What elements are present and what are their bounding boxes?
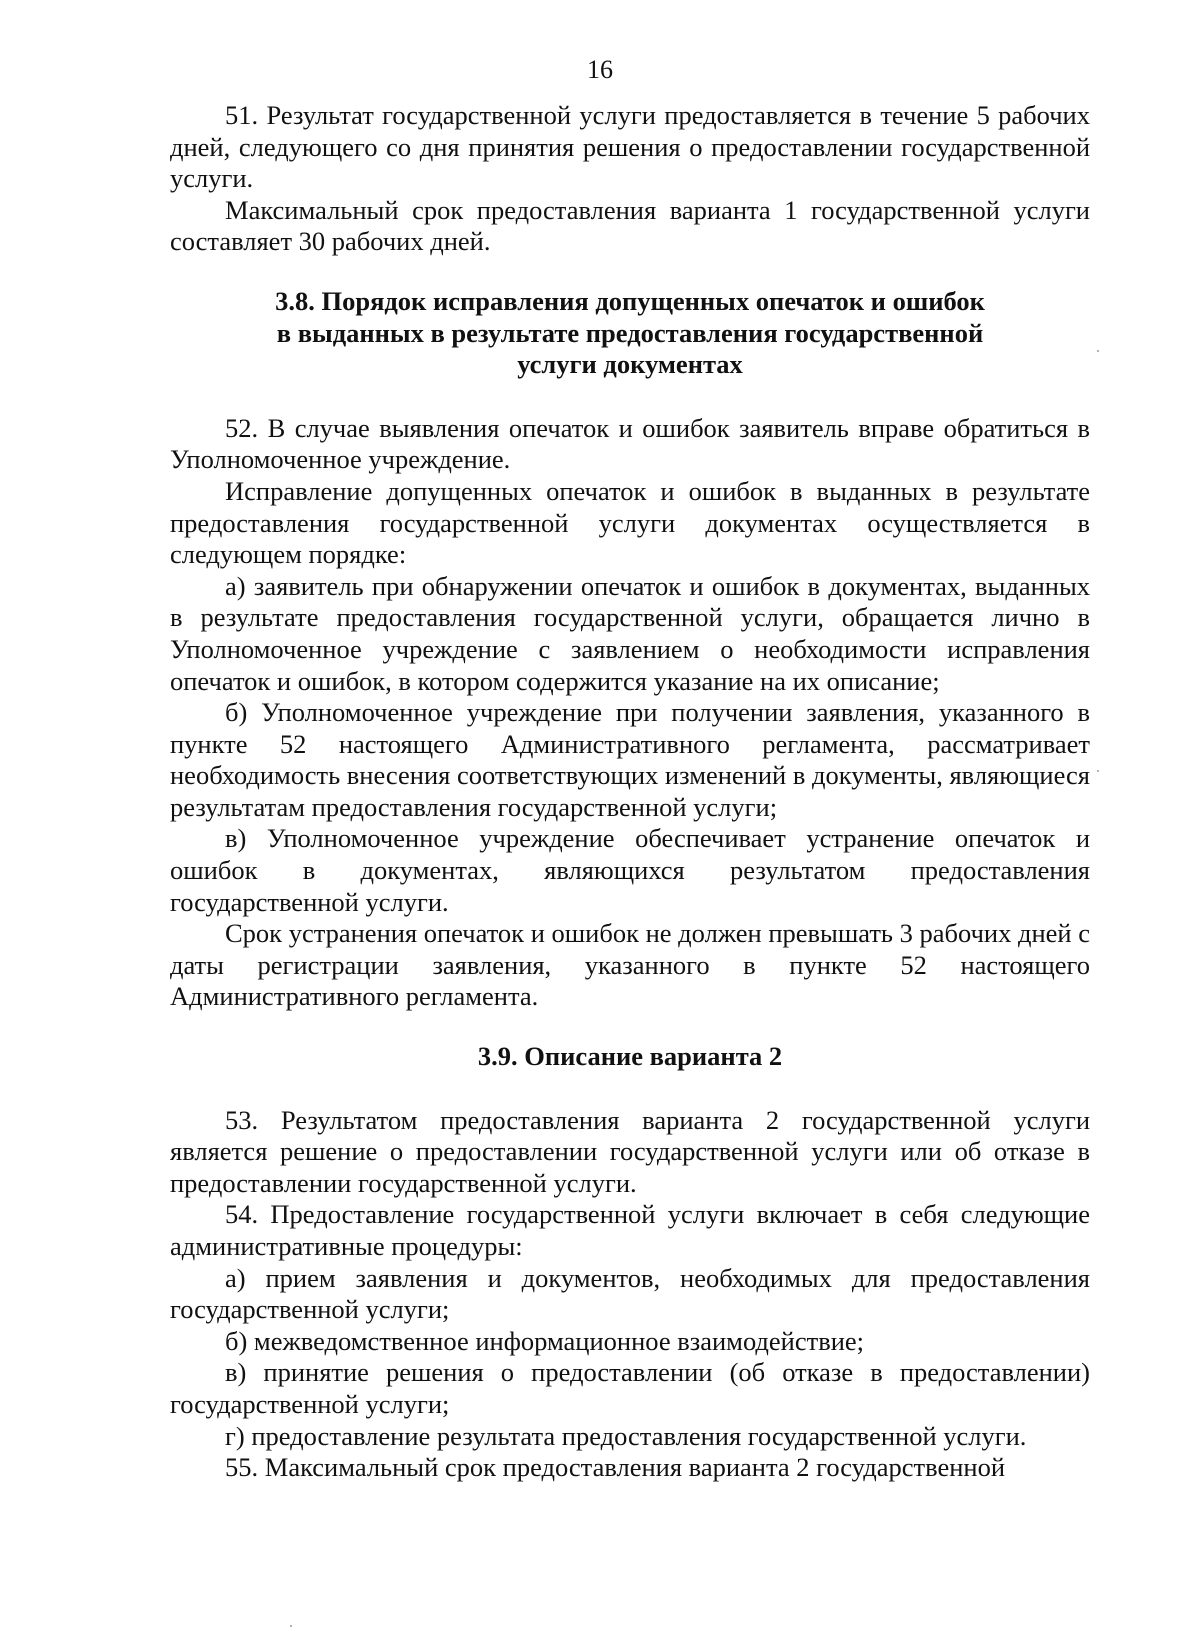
paragraph-54: 54. Предоставление государственной услуги включает в себя следующие административные процедуры: (170, 1199, 1090, 1261)
paragraph-max-term-variant-1: Максимальный срок предоставления варианта 1 государственной услуги составляет 30 рабочих дней. (170, 194, 1090, 257)
document-body (170, 100, 1090, 1484)
paragraph-51: 51. Результат государственной услуги предоставляется в течение 5 рабочих дней, следующего со дня принятия решения о предоставлении государственной услуги. (170, 100, 1090, 194)
section-heading-3-8-line-2: в выданных в результате предоставления государственной (276, 317, 984, 348)
section-heading-3-9 (170, 1041, 1090, 1073)
scan-speck (290, 1625, 292, 1627)
paragraph-55: 55. Максимальный срок предоставления варианта 2 государственной (225, 1452, 1006, 1483)
list-item-a: а) заявитель при обнаружении опечаток и ошибок в документах, выданных в результате предоставления государственной услуги, обращается лично в Уполномоченное учреждение с заявлением о необходимости исправления опечаток и ошибок, в котором содержится указание на их описание; (170, 570, 1090, 696)
procedure-item-a: а) прием заявления и документов, необходимых для предоставления государственной услуги; (170, 1262, 1090, 1325)
paragraph-52: 52. В случае выявления опечаток и ошибок заявитель вправе обратиться в Уполномоченное учреждение. (170, 412, 1090, 475)
scan-speck (1097, 350, 1099, 352)
scan-speck (1097, 770, 1099, 772)
section-heading-3-8 (170, 286, 1090, 381)
list-item-b: б) Уполномоченное учреждение при получении заявления, указанного в пункте 52 настоящего Административного регламента, рассматривает необходимость внесения соответствующих изменений в документы, являющиеся результатам предоставления государственной услуги; (170, 697, 1090, 822)
page-number: 16 (587, 55, 613, 84)
section-heading-3-8-line-3: услуги документах (517, 349, 743, 380)
list-item-v: в) Уполномоченное учреждение обеспечивает устранение опечаток и ошибок в документах, являющихся результатом предоставления государственной услуги. (170, 823, 1090, 917)
procedure-item-g: г) предоставление результата предоставления государственной услуги. (225, 1420, 1027, 1451)
paragraph-53: 53. Результатом предоставления варианта 2 государственной услуги является решение о предоставлении государственной услуги или об отказе в предоставлении государственной услуги. (170, 1104, 1090, 1198)
section-heading-3-9-line-1: 3.9. Описание варианта 2 (477, 1041, 783, 1072)
paragraph-correction-procedure: Исправление допущенных опечаток и ошибок в выданных в результате предоставления государственной услуги документах осуществляется в следующем порядке: (170, 475, 1090, 570)
procedure-item-v: в) принятие решения о предоставлении (об отказе в предоставлении) государственной услуги; (170, 1357, 1090, 1419)
paragraph-correction-term: Срок устранения опечаток и ошибок не должен превышать 3 рабочих дней с даты регистрации заявления, указанного в пункте 52 настоящего Административного регламента. (170, 918, 1090, 1012)
procedure-item-b: б) межведомственное информационное взаимодействие; (225, 1325, 865, 1356)
section-heading-3-8-line-1: 3.8. Порядок исправления допущенных опечаток и ошибок (275, 285, 985, 316)
